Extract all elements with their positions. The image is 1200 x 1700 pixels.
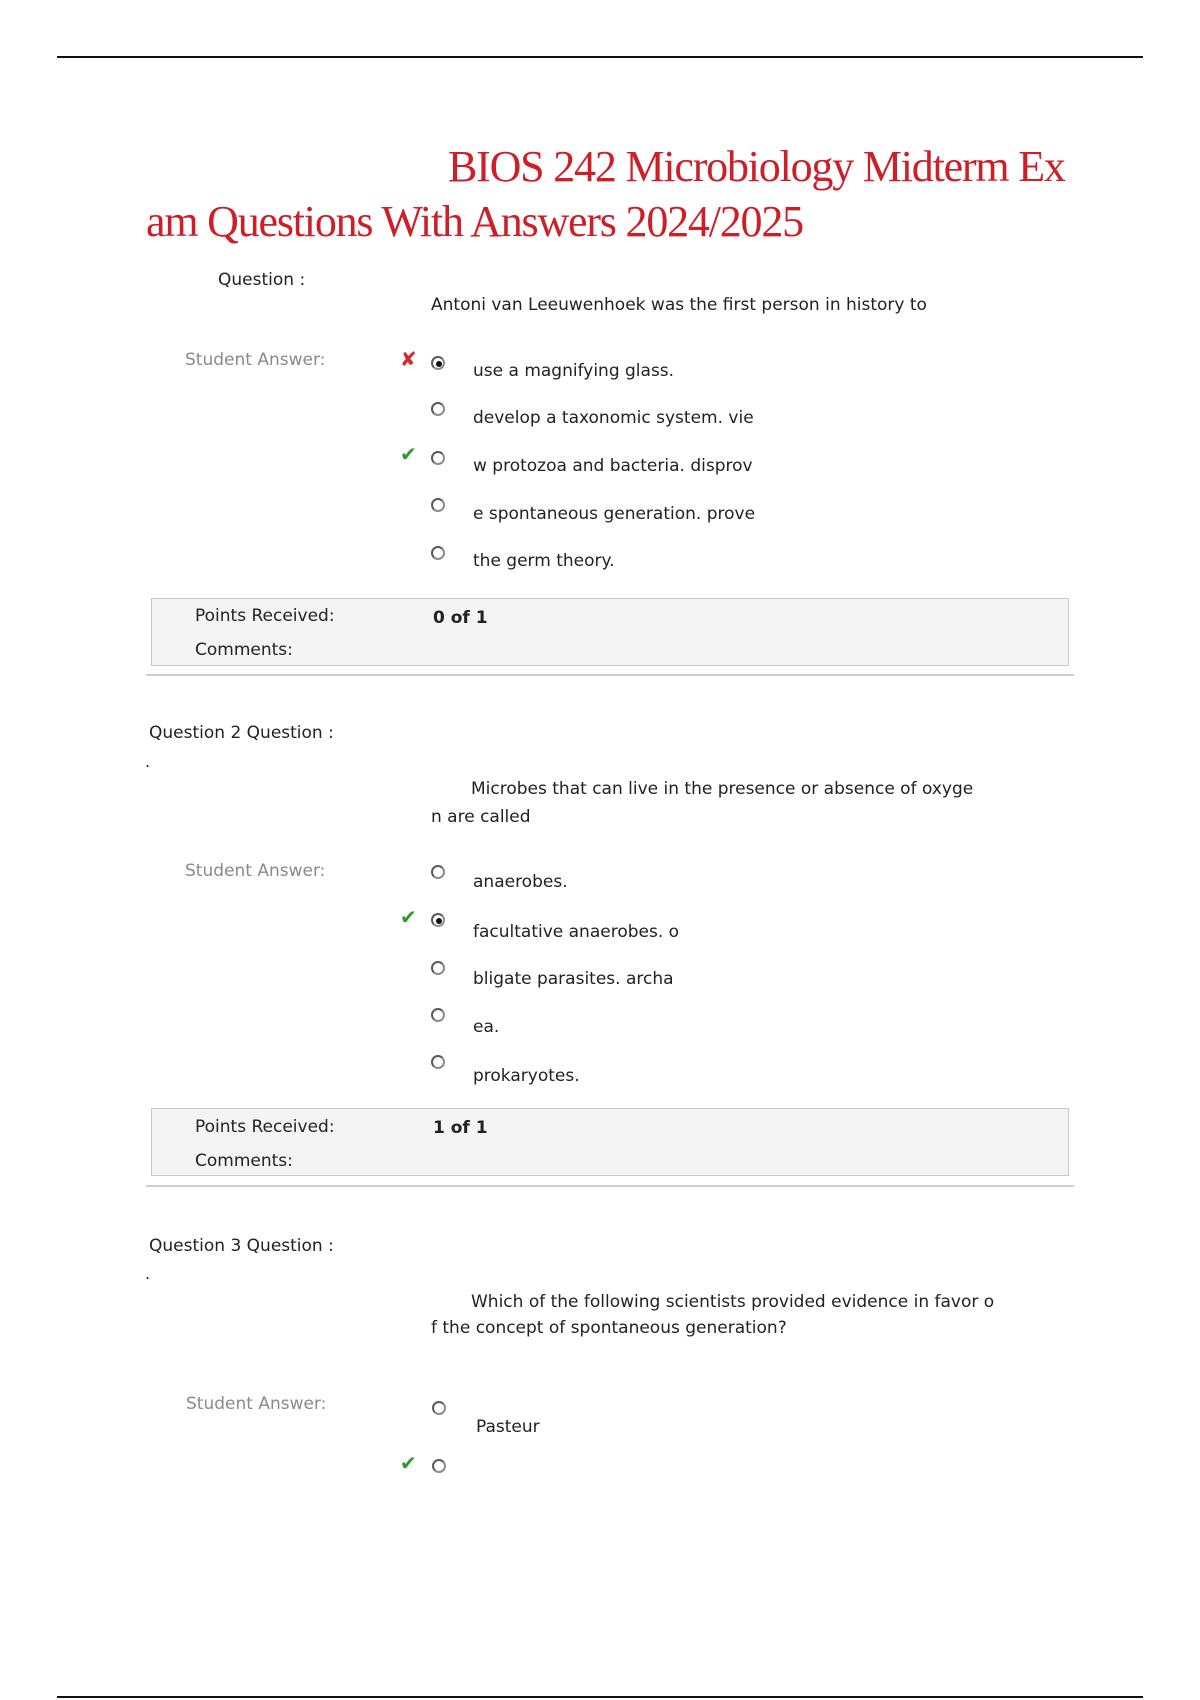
bullet-dot: . (145, 1264, 151, 1283)
wrong-icon: ✘ (400, 347, 417, 371)
question-heading: Question : (218, 270, 306, 290)
option-radio-5[interactable] (431, 546, 445, 560)
option-radio-1[interactable] (432, 1401, 446, 1415)
top-rule (57, 56, 1143, 58)
student-answer-label: Student Answer: (186, 1394, 327, 1414)
comments-label: Comments: (195, 1151, 293, 1171)
points-value: 0 of 1 (433, 608, 488, 628)
correct-icon: ✔ (400, 905, 417, 929)
option-radio-4[interactable] (431, 498, 445, 512)
option-radio-3[interactable] (431, 961, 445, 975)
option-label-5: prokaryotes. (473, 1066, 580, 1086)
question-heading: Question 3 Question : (149, 1236, 334, 1256)
question-heading: Question 2 Question : (149, 723, 334, 743)
question-text-line-2: f the concept of spontaneous generation? (431, 1318, 787, 1338)
question-separator (146, 1185, 1074, 1187)
question-text-line-1: Microbes that can live in the presence or absence of oxyge (471, 779, 974, 799)
document-title-line-2: am Questions With Answers 2024/2025 (146, 197, 803, 246)
option-radio-2[interactable] (431, 913, 445, 927)
option-label-5: the germ theory. (473, 551, 615, 571)
option-label-1: Pasteur (476, 1417, 540, 1437)
option-label-4: ea. (473, 1017, 500, 1037)
question-text-line-1: Which of the following scientists provided evidence in favor o (471, 1292, 995, 1312)
bullet-dot: . (145, 752, 151, 771)
student-answer-label: Student Answer: (185, 861, 326, 881)
question-separator (146, 674, 1074, 676)
option-label-4: e spontaneous generation. prove (473, 504, 756, 524)
option-radio-1[interactable] (431, 356, 445, 370)
option-label-3: w protozoa and bacteria. disprov (473, 456, 753, 476)
option-radio-2[interactable] (431, 402, 445, 416)
option-radio-3[interactable] (431, 451, 445, 465)
points-value: 1 of 1 (433, 1118, 488, 1138)
question-text-line-2: n are called (431, 807, 531, 827)
points-received-label: Points Received: (195, 606, 335, 626)
option-label-1: use a magnifying glass. (473, 361, 675, 381)
comments-label: Comments: (195, 640, 293, 660)
question-text: Antoni van Leeuwenhoek was the first person in history to (431, 295, 927, 315)
bottom-rule (57, 1696, 1143, 1698)
option-radio-5[interactable] (431, 1055, 445, 1069)
option-radio-2[interactable] (432, 1459, 446, 1473)
document-title-line-1: BIOS 242 Microbiology Midterm Ex (448, 142, 1065, 191)
option-label-1: anaerobes. (473, 872, 568, 892)
correct-icon: ✔ (400, 442, 417, 466)
points-received-label: Points Received: (195, 1117, 335, 1137)
option-radio-4[interactable] (431, 1008, 445, 1022)
student-answer-label: Student Answer: (185, 350, 326, 370)
option-label-2: develop a taxonomic system. vie (473, 408, 754, 428)
option-radio-1[interactable] (431, 865, 445, 879)
option-label-2: facultative anaerobes. o (473, 922, 680, 942)
option-label-3: bligate parasites. archa (473, 969, 674, 989)
correct-icon: ✔ (400, 1451, 417, 1475)
